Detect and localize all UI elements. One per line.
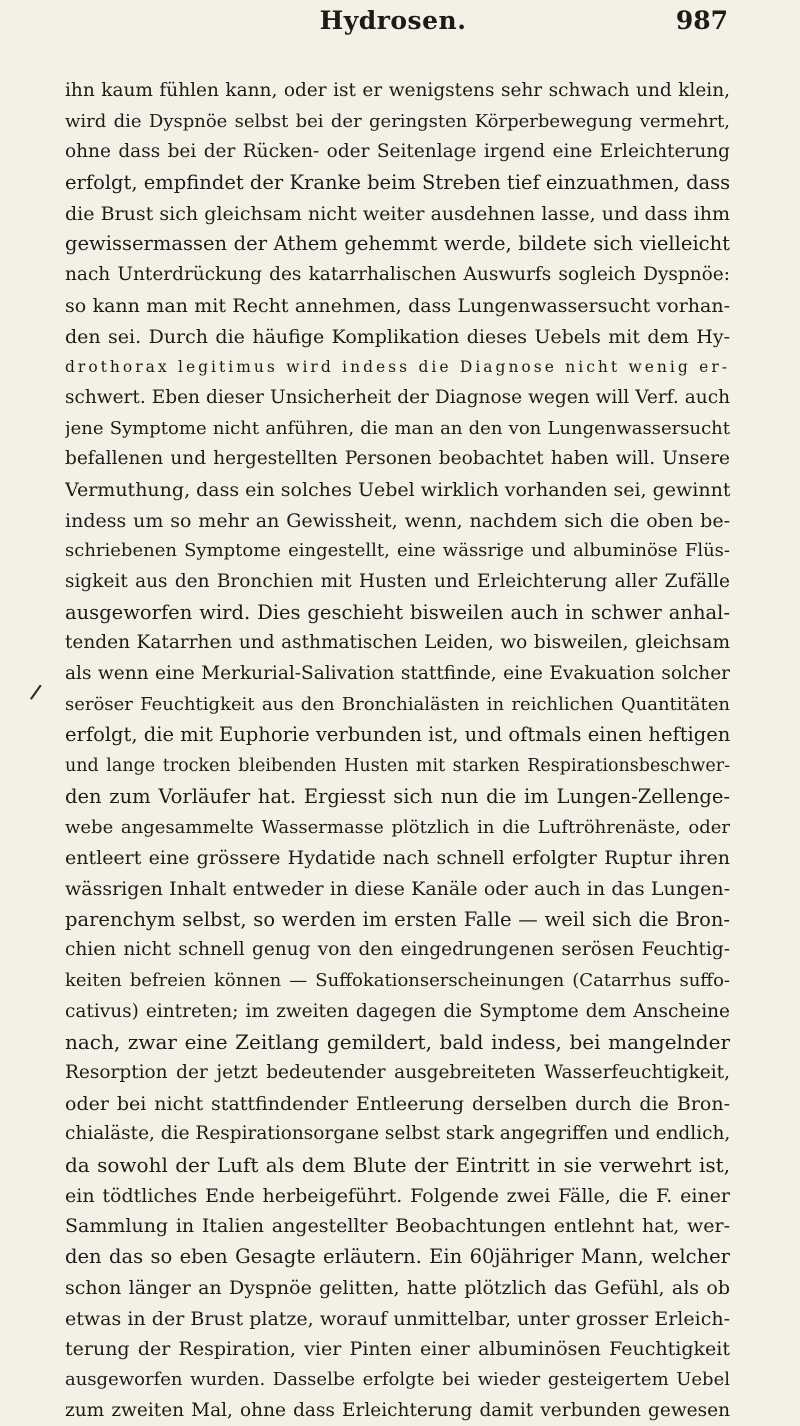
text-line: nach, zwar eine Zeitlang gemildert, bald indess, bei mangelnder (65, 1030, 730, 1055)
text-line: jene Symptome nicht anführen, die man an den von Lungenwassersucht (65, 417, 730, 439)
text-line: befallenen und hergestellten Personen beobachtet haben will. Unsere (65, 448, 730, 470)
text-line: wird die Dyspnöe selbst bei der geringsten Körperbewegung vermehrt, (65, 110, 730, 132)
text-line: Resorption der jetzt bedeutender ausgebreiteten Wasserfeuchtigkeit, (65, 1062, 730, 1083)
text-line: ein tödtliches Ende herbeigeführt. Folgende zwei Fälle, die F. einer (65, 1184, 730, 1207)
text-line: parenchym selbst, so werden im ersten Falle — weil sich die Bron- (65, 907, 730, 931)
text-line: ausgeworfen wird. Dies geschieht bisweilen auch in schwer anhal- (65, 600, 730, 624)
text-line: oder bei nicht stattfindender Entleerung derselben durch die Bron- (65, 1092, 730, 1115)
text-line: schon länger an Dyspnöe gelitten, hatte plötzlich das Gefühl, als ob (65, 1276, 730, 1299)
text-line: erfolgt, empfindet der Kranke beim Streben tief einzuathmen, dass (65, 171, 730, 195)
text-line: webe angesammelte Wassermasse plötzlich in die Luftröhrenäste, oder (65, 816, 730, 838)
text-line: den das so eben Gesagte erläutern. Ein 60jähriger Mann, welcher (65, 1245, 730, 1269)
text-line: wässrigen Inhalt entweder in diese Kanäle oder auch in das Lungen- (65, 877, 730, 900)
body-text (65, 76, 730, 1426)
page-number: 987 (675, 6, 728, 35)
text-line: tenden Katarrhen und asthmatischen Leiden, wo bisweilen, gleichsam (65, 632, 730, 654)
text-line: schriebenen Symptome eingestellt, eine wässrige und albuminöse Flüs- (65, 540, 730, 562)
text-line: keiten befreien können — Suffokationserscheinungen (Catarrhus suffo- (65, 969, 730, 991)
text-line: indess um so mehr an Gewissheit, wenn, nachdem sich die oben be- (65, 509, 730, 532)
text-line: den sei. Durch die häufige Komplikation dieses Uebels mit dem Hy- (65, 325, 730, 348)
text-line: Sammlung in Italien angestellter Beobachtungen entlehnt hat, wer- (65, 1215, 730, 1238)
text-line: cativus) eintreten; im zweiten dagegen die Symptome dem Anscheine (65, 1000, 730, 1022)
text-line: chialäste, die Respirationsorgane selbst stark angegriffen und endlich, (65, 1123, 730, 1145)
text-line: da sowohl der Luft als dem Blute der Eintritt in sie verwehrt ist, (65, 1153, 730, 1178)
text-line: sigkeit aus den Bronchien mit Husten und Erleichterung aller Zufälle (65, 571, 730, 592)
text-line: seröser Feuchtigkeit aus den Bronchialästen in reichlichen Quantitäten (65, 693, 730, 715)
text-line: ihn kaum fühlen kann, oder ist er wenigstens sehr schwach und klein, (65, 80, 730, 101)
text-line: und lange trocken bleibenden Husten mit starken Respirationsbeschwer- (65, 756, 730, 777)
text-line: als wenn eine Merkurial-Salivation stattfinde, eine Evakuation solcher (65, 663, 730, 685)
text-line: ohne dass bei der Rücken- oder Seitenlage irgend eine Erleichterung (65, 141, 730, 163)
text-line: den zum Vorläufer hat. Ergiesst sich nun die im Lungen-Zellenge- (65, 784, 730, 808)
text-line: gewissermassen der Athem gehemmt werde, bildete sich vielleicht (65, 232, 730, 256)
text-line: erfolgt, die mit Euphorie verbunden ist, und oftmals einen heftigen (65, 723, 730, 747)
text-line: nach Unterdrückung des katarrhalischen Auswurfs sogleich Dyspnöe: (65, 264, 730, 286)
page-header (58, 6, 728, 50)
text-line: Vermuthung, dass ein solches Uebel wirklich vorhanden sei, gewinnt (65, 478, 730, 501)
text-line: terung der Respiration, vier Pinten einer albuminösen Feuchtigkeit (65, 1338, 730, 1361)
text-line: ausgeworfen wurden. Dasselbe erfolgte bei wieder gesteigertem Uebel (65, 1368, 730, 1390)
running-title: Hydrosen. (319, 6, 467, 35)
text-line: entleert eine grössere Hydatide nach schnell erfolgter Ruptur ihren (65, 847, 730, 870)
text-line: drothorax legitimus wird indess die Diagnose nicht wenig er- (65, 358, 730, 377)
margin-mark: / (28, 679, 44, 705)
text-line: schwert. Eben dieser Unsicherheit der Diagnose wegen will Verf. auch (65, 386, 730, 408)
text-line: chien nicht schnell genug von den eingedrungenen serösen Feuchtig- (65, 939, 730, 961)
text-line: so kann man mit Recht annehmen, dass Lungenwassersucht vorhan- (65, 294, 730, 317)
text-line: zum zweiten Mal, ohne dass Erleichterung damit verbunden gewesen (65, 1399, 730, 1421)
text-line: etwas in der Brust platze, worauf unmittelbar, unter grosser Erleich- (65, 1307, 730, 1330)
text-line: die Brust sich gleichsam nicht weiter ausdehnen lasse, und dass ihm (65, 202, 730, 225)
